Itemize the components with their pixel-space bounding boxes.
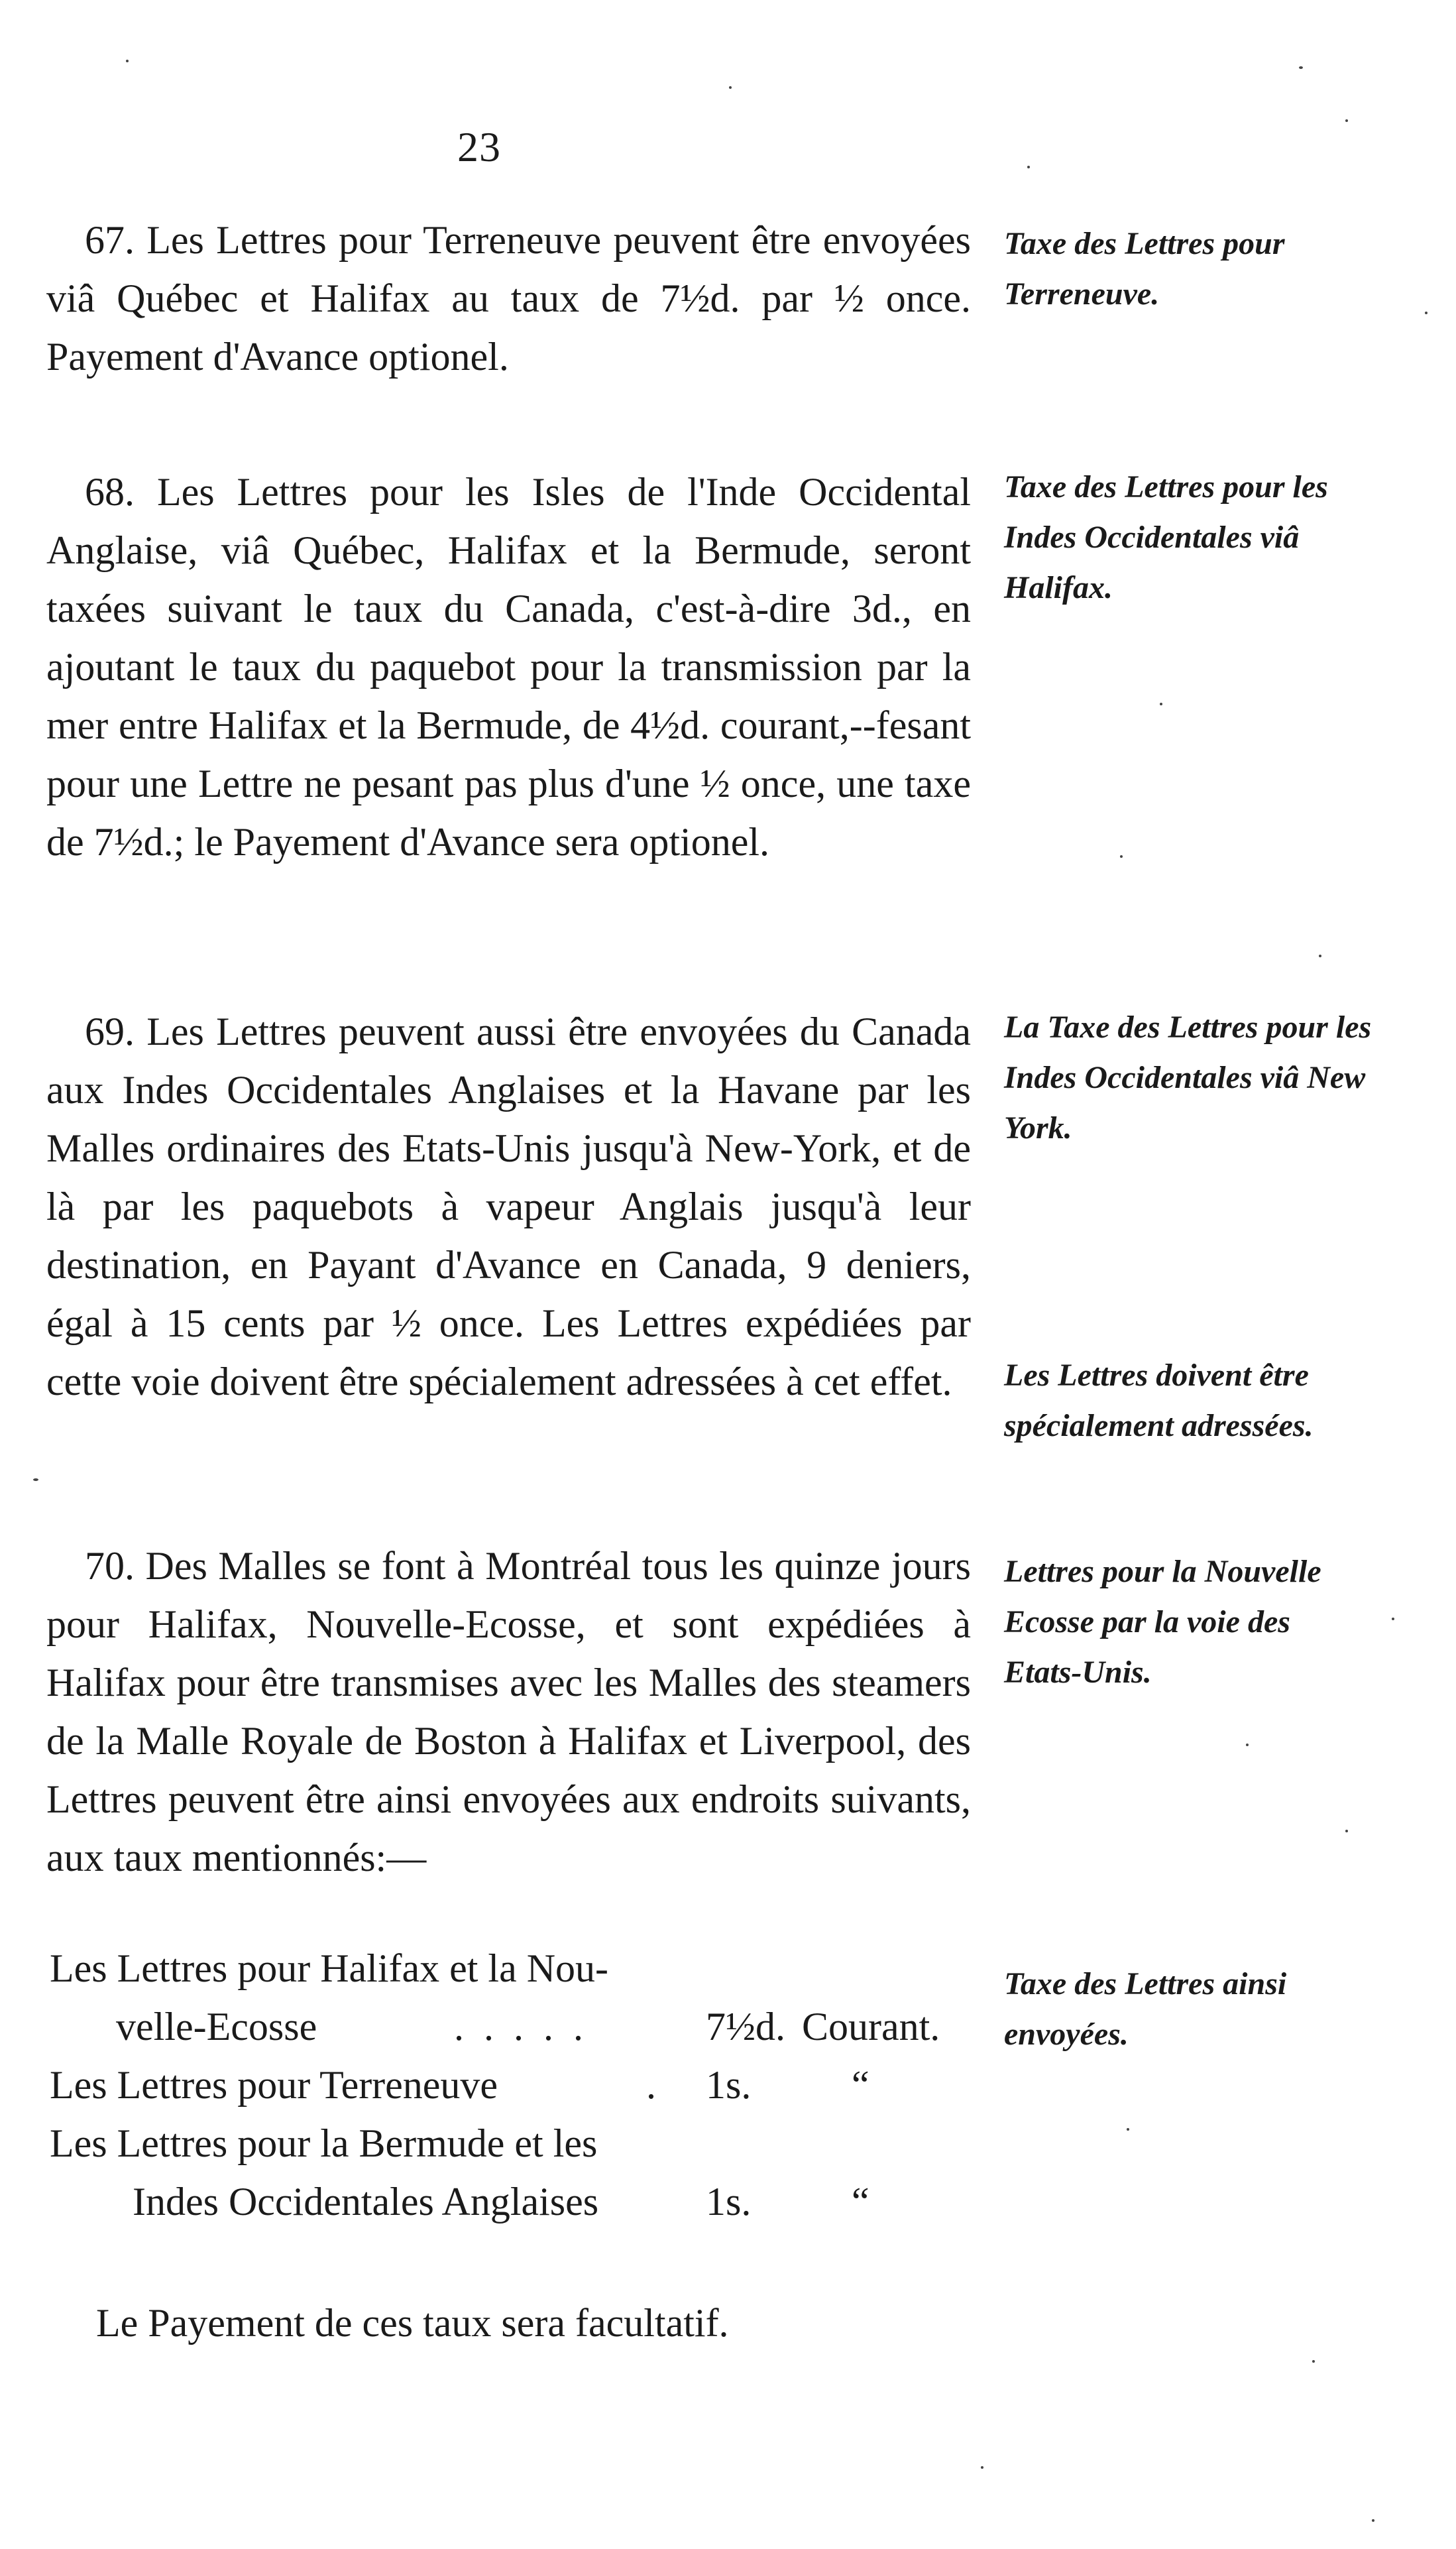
rate-ditto-mark: “ <box>852 2180 869 2223</box>
rate-label: Indes Occidentales Anglaises <box>133 2180 599 2223</box>
rate-row <box>50 1946 991 2004</box>
paragraph-67: 67. Les Lettres pour Terreneuve peuvent être envoyées viâ Québec et Halifax au taux de 7½d. par ½ once. Payement d'Avance optionel. <box>46 218 971 379</box>
rate-leader-dots: ..... <box>454 2005 603 2048</box>
closing-line: Le Payement de ces taux sera facultatif. <box>96 2301 729 2345</box>
rate-label: Les Lettres pour la Bermude et les <box>50 2121 598 2165</box>
paragraph-69: 69. Les Lettres peuvent aussi être envoyées du Canada aux Indes Occidentales Anglaises et la Havane par les Malles ordinaires des Etats-Unis jusqu'à New-York, et de là par les paquebots à vapeur Anglais jusqu'à leur destination, en Payant d'Avance en Canada, 9 deniers, égal à 15 cents par ½ once. Les Lettres expédiées par cette voie doivent être spécialement adressées à cet effet. <box>46 1010 971 1403</box>
paragraph-70: 70. Des Malles se font à Montréal tous les quinze jours pour Halifax, Nouvelle-Ecosse, et sont expédiées à Halifax pour être transmises avec les Malles des steamers de la Malle Royale de Boston à Halifax et Liverpool, des Lettres peuvent être ainsi envoyées aux endroits suivants, aux taux mentionnés:— <box>46 1544 971 1879</box>
page-number: 23 <box>457 123 501 170</box>
margin-note-69-address: Les Lettres doivent être spécialement adressées. <box>1004 1358 1314 1443</box>
rate-amount: 1s. <box>706 2063 752 2107</box>
rate-leader-dots: . <box>646 2063 676 2107</box>
rate-row <box>50 2062 991 2121</box>
paragraph-68: 68. Les Lettres pour les Isles de l'Inde Occidental Anglaise, viâ Québec, Halifax et la Bermude, seront taxées suivant le taux du Canada, c'est-à-dire 3d., en ajoutant le taux du paquebot pour la transmission par la mer entre Halifax et la Bermude, de 4½d. courant,--fesant pour une Lettre ne pesant pas plus d'une ½ once, une taxe de 7½d.; le Payement d'Avance sera optionel. <box>46 470 971 864</box>
margin-note-67: Taxe des Lettres pour Terreneuve. <box>1004 226 1285 312</box>
rate-amount: 1s. <box>706 2180 752 2223</box>
margin-note-70: Lettres pour la Nouvelle Ecosse par la voie des Etats-Unis. <box>1004 1554 1321 1690</box>
rate-amount: 7½d. <box>706 2005 785 2048</box>
rate-label: Les Lettres pour Terreneuve <box>50 2063 498 2107</box>
rate-row <box>50 2004 991 2062</box>
rate-currency: Courant. <box>802 2005 940 2048</box>
rate-table <box>50 1946 991 2237</box>
margin-note-69: La Taxe des Lettres pour les Indes Occidentales viâ New York. <box>1004 1010 1372 1146</box>
rate-label: Les Lettres pour Halifax et la Nou- <box>50 1946 609 1990</box>
rate-row <box>50 2121 991 2179</box>
rate-ditto-mark: “ <box>852 2063 869 2107</box>
margin-note-68: Taxe des Lettres pour les Indes Occidentales viâ Halifax. <box>1004 469 1328 605</box>
margin-note-rates: Taxe des Lettres ainsi envoyées. <box>1004 1966 1287 2052</box>
rate-row <box>50 2179 991 2237</box>
rate-label: velle-Ecosse <box>116 2005 317 2048</box>
